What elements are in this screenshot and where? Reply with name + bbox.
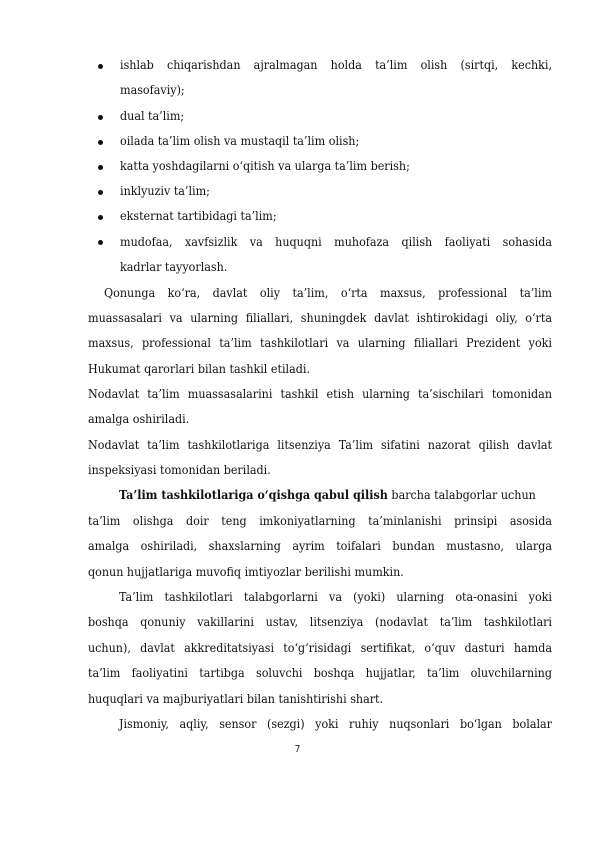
- bullet-icon: [98, 165, 103, 170]
- paragraph-line: inspeksiyasi tomonidan beriladi.: [88, 462, 271, 477]
- paragraph-line: amalga oshiriladi.: [88, 411, 190, 426]
- bold-term: Ta’lim tashkilotlariga o‘qishga qabul qilish: [119, 487, 388, 502]
- bullet-icon: [98, 240, 103, 245]
- paragraph-line: Hukumat qarorlari bilan tashkil etiladi.: [88, 361, 310, 376]
- paragraph-line: huquqlari va majburiyatlari bilan tanishtirishi shart.: [88, 691, 384, 706]
- paragraph-line: amalga oshiriladi, shaxslarning ayrim toifalari bundan mustasno, ularga: [88, 538, 552, 553]
- paragraph-line: Nodavlat ta’lim muassasalarini tashkil etish ularning ta’sischilari tomonidan: [88, 386, 552, 401]
- bullet-line: inklyuziv ta’lim;: [120, 183, 210, 198]
- paragraph-line: uchun), davlat akkreditatsiyasi to‘g‘risidagi sertifikat, o‘quv dasturi hamda: [88, 640, 552, 655]
- bullet-icon: [98, 115, 103, 120]
- bullet-line: kadrlar tayyorlash.: [120, 259, 228, 274]
- bullet-line: masofaviy);: [120, 82, 185, 97]
- paragraph-line: ta’lim olishga doir teng imkoniyatlarning ta’minlanishi prinsipi asosida: [88, 513, 552, 528]
- paragraph-line: [119, 487, 552, 503]
- bullet-icon: [98, 64, 103, 69]
- paragraph-line: qonun hujjatlariga muvofiq imtiyozlar berilishi mumkin.: [88, 564, 404, 579]
- paragraph-text: barcha talabgorlar uchun: [387, 487, 536, 502]
- bullet-line: katta yoshdagilarni o‘qitish va ularga ta’lim berish;: [120, 158, 410, 173]
- bullet-line: eksternat tartibidagi ta’lim;: [120, 208, 277, 223]
- bullet-line: mudofaa, xavfsizlik va huquqni muhofaza qilish faoliyati sohasida: [120, 234, 552, 249]
- bullet-icon: [98, 215, 103, 220]
- page-number: 7: [294, 744, 301, 755]
- paragraph-line: Nodavlat ta’lim tashkilotlariga litsenziya Ta’lim sifatini nazorat qilish davlat: [88, 437, 552, 452]
- paragraph-line: Jismoniy, aqliy, sensor (sezgi) yoki ruhiy nuqsonlari bo‘lgan bolalar: [119, 716, 552, 731]
- bullet-icon: [98, 190, 103, 195]
- bullet-line: oilada ta’lim olish va mustaqil ta’lim olish;: [120, 133, 360, 148]
- paragraph-line: maxsus, professional ta’lim tashkilotlari va ularning filiallari Prezident yoki: [88, 335, 552, 350]
- bullet-line: ishlab chiqarishdan ajralmagan holda ta’lim olish (sirtqi, kechki,: [120, 57, 552, 72]
- paragraph-line: Ta’lim tashkilotlari talabgorlarni va (yoki) ularning ota-onasini yoki: [119, 589, 552, 604]
- paragraph-line: Qonunga ko‘ra, davlat oliy ta’lim, o‘rta maxsus, professional ta’lim: [104, 285, 552, 300]
- paragraph-line: muassasalari va ularning filiallari, shuningdek davlat ishtirokidagi oliy, o‘rta: [88, 310, 552, 325]
- paragraph-line: ta’lim faoliyatini tartibga soluvchi boshqa hujjatlar, ta’lim oluvchilarning: [88, 665, 552, 680]
- paragraph-line: boshqa qonuniy vakillarini ustav, litsenziya (nodavlat ta’lim tashkilotlari: [88, 614, 552, 629]
- bullet-line: dual ta’lim;: [120, 108, 185, 123]
- bullet-icon: [98, 140, 103, 145]
